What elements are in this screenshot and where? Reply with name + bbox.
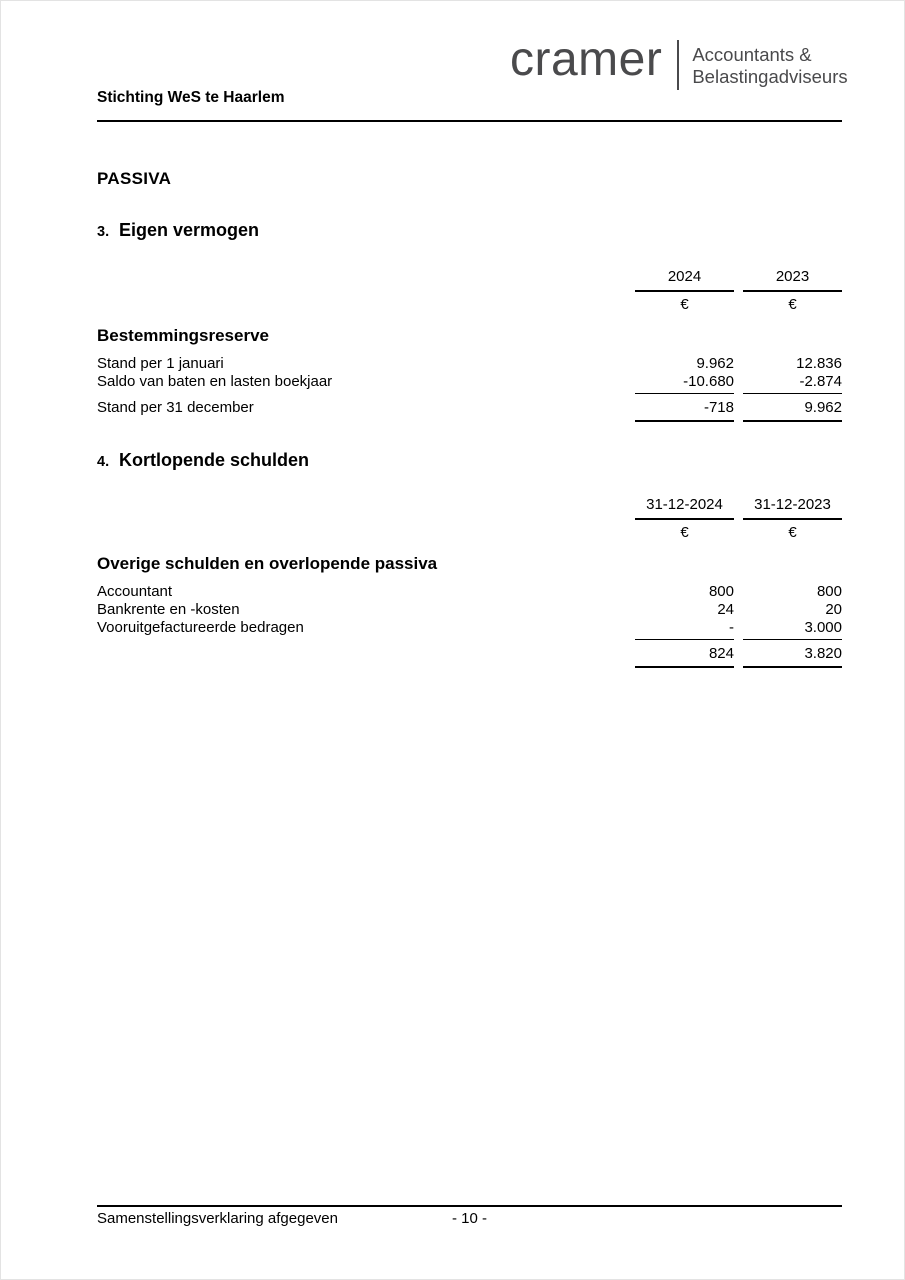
total-label <box>97 645 635 663</box>
header-rule <box>97 120 842 122</box>
currency-symbol: € <box>680 296 689 313</box>
company-logo <box>510 31 848 90</box>
row-value-2024: 800 <box>708 583 734 600</box>
table-row <box>97 373 842 391</box>
column-header-2024: 2024 <box>635 267 734 292</box>
row-label: Bankrente en -kosten <box>97 601 240 618</box>
total-row <box>97 645 842 663</box>
currency-symbol: € <box>680 524 689 541</box>
row-value-2023: 20 <box>825 601 842 618</box>
double-rule <box>97 663 842 668</box>
table-row <box>97 583 842 601</box>
row-value-2024: -10.680 <box>683 373 734 390</box>
table-row <box>97 601 842 619</box>
logo-tagline-line2: Belastingadviseurs <box>692 66 848 87</box>
section3-title <box>97 220 259 241</box>
table-year-header-row <box>97 495 842 520</box>
row-value-2024: 24 <box>717 601 734 618</box>
table-row <box>97 619 842 637</box>
page-number: - 10 - <box>451 1210 487 1227</box>
logo-brand-text: cramer <box>510 33 663 86</box>
section4-title <box>97 450 309 471</box>
column-header-2023: 2023 <box>743 267 842 292</box>
table-subheading: Overige schulden en overlopende passiva <box>97 554 438 573</box>
row-value-2023: 12.836 <box>796 355 842 372</box>
section3-heading: Eigen vermogen <box>119 220 260 240</box>
page-title: PASSIVA <box>97 169 172 188</box>
row-value-2023: 800 <box>816 583 842 600</box>
logo-tagline <box>692 31 847 88</box>
section4-heading: Kortlopende schulden <box>119 450 310 470</box>
footer-rule <box>97 1205 842 1207</box>
double-rule <box>97 417 842 422</box>
total-row <box>97 399 842 417</box>
column-header-31-12-2024: 31-12-2024 <box>635 495 734 520</box>
section4-number: 4. <box>97 454 110 470</box>
row-label: Vooruitgefactureerde bedragen <box>97 619 304 636</box>
currency-row <box>97 520 842 542</box>
row-value-2023: -2.874 <box>799 373 842 390</box>
row-value-2024: 9.962 <box>696 355 734 372</box>
logo-divider <box>677 40 679 90</box>
total-label: Stand per 31 december <box>97 399 254 416</box>
subtotal-rule <box>97 393 842 397</box>
total-value-2024: -718 <box>703 399 734 416</box>
subtotal-rule <box>97 639 842 643</box>
table-body <box>97 355 842 422</box>
total-value-2024: 824 <box>708 645 734 662</box>
total-value-2023: 9.962 <box>804 399 842 416</box>
row-value-2024: - <box>729 619 734 636</box>
table-row <box>97 355 842 373</box>
kortlopende-schulden-table <box>97 495 842 668</box>
row-label: Accountant <box>97 583 173 600</box>
logo-tagline-line1: Accountants & <box>692 44 812 65</box>
table-subheading: Bestemmingsreserve <box>97 326 269 345</box>
total-value-2023: 3.820 <box>804 645 842 662</box>
eigen-vermogen-table <box>97 267 842 422</box>
row-label: Stand per 1 januari <box>97 355 224 372</box>
table-body <box>97 583 842 668</box>
row-label: Saldo van baten en lasten boekjaar <box>97 373 333 390</box>
currency-symbol: € <box>788 296 797 313</box>
currency-symbol: € <box>788 524 797 541</box>
row-value-2023: 3.000 <box>804 619 842 636</box>
entity-name: Stichting WeS te Haarlem <box>97 89 285 106</box>
footer-statement: Samenstellingsverklaring afgegeven <box>97 1210 338 1227</box>
section3-number: 3. <box>97 224 110 240</box>
currency-row <box>97 292 842 314</box>
column-header-31-12-2023: 31-12-2023 <box>743 495 842 520</box>
table-year-header-row <box>97 267 842 292</box>
